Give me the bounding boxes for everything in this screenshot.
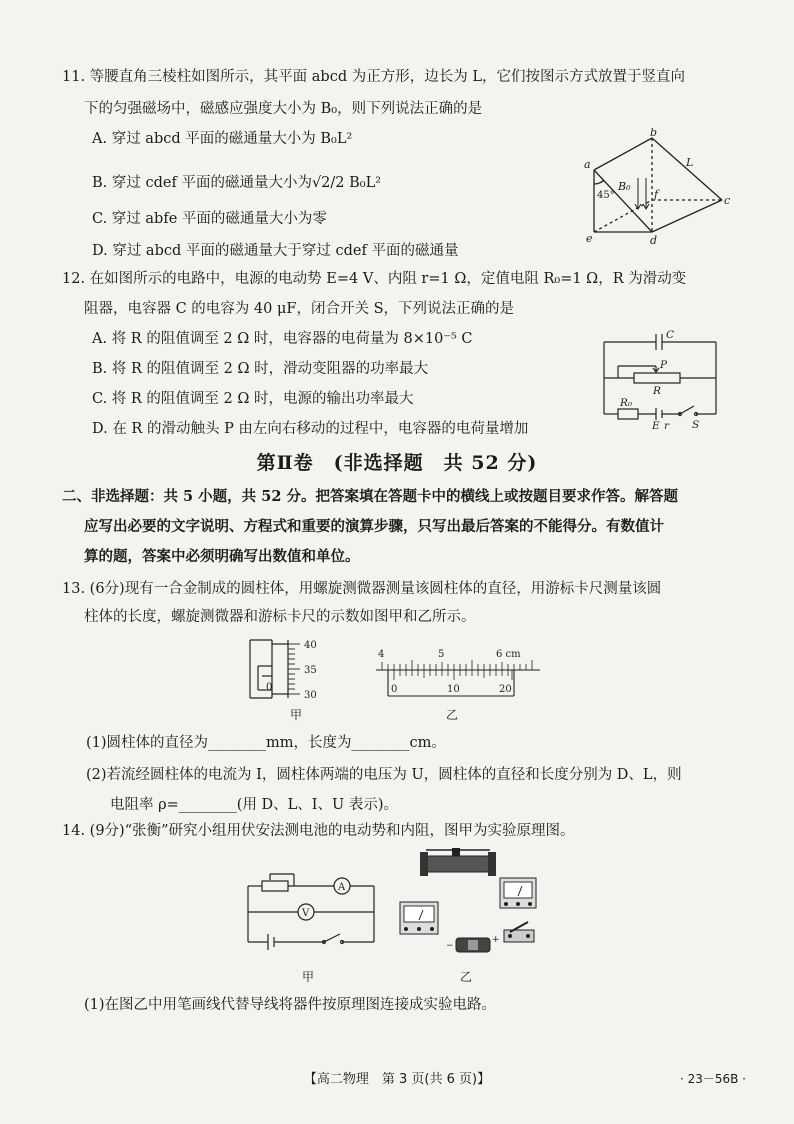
voltmeter-V: V	[302, 908, 310, 919]
mark-5: 5	[438, 649, 445, 660]
main-scale-ticks	[382, 660, 532, 670]
label-L: L	[686, 156, 694, 169]
exam-code: · 23－56B ·	[679, 1072, 746, 1086]
vernier-scale-ticks	[394, 670, 512, 680]
q14-part1: (1)在图乙中用笔画线代替导线将器件按原理图连接成实验电路。	[84, 997, 497, 1013]
voltmeter-device	[500, 878, 536, 908]
q12-option-c: C. 将 R 的阻值调至 2 Ω 时，电源的输出功率最大	[92, 391, 414, 407]
mark-4: 4	[378, 649, 385, 660]
ammeter-A: A	[338, 882, 346, 893]
tick-0: 0	[266, 682, 273, 693]
label-r: r	[664, 420, 670, 430]
rheostat-device	[420, 848, 496, 876]
label-e: e	[586, 232, 593, 245]
caption-yi-14: 乙	[460, 970, 473, 984]
label-d: d	[650, 234, 658, 246]
tick-30: 30	[304, 690, 317, 701]
q11-stem-line2: 下的匀强磁场中，磁感应强度大小为 B₀，则下列说法正确的是	[84, 101, 483, 117]
label-b: b	[650, 128, 658, 139]
q13-part2-line1: (2)若流经圆柱体的电流为 I，圆柱体两端的电压为 U，圆柱体的直径和长度分别为 D、L，则	[86, 767, 682, 783]
page-footer: 【高二物理 第 3 页(共 6 页)】	[303, 1072, 491, 1087]
micrometer-figure	[244, 636, 334, 702]
label-a: a	[584, 158, 591, 171]
caliper-figure	[374, 646, 542, 698]
instructions-line3: 算的题，答案中必须明确写出数值和单位。	[84, 548, 360, 565]
label-E: E	[652, 420, 660, 430]
svg-text:−: −	[446, 941, 454, 951]
apparatus-figure-q14-yi	[396, 848, 546, 960]
caption-jia-13: 甲	[290, 708, 303, 722]
label-C: C	[666, 329, 675, 341]
q13-stem-line1: 13. (6分)现有一合金制成的圆柱体，用螺旋测微器测量该圆柱体的直径，用游标卡尺测量该圆	[62, 581, 662, 597]
q12-option-b: B. 将 R 的阻值调至 2 Ω 时，滑动变阻器的功率最大	[92, 361, 429, 377]
q12-option-a: A. 将 R 的阻值调至 2 Ω 时，电容器的电荷量为 8×10⁻⁵ C	[92, 331, 473, 347]
label-c: c	[724, 194, 731, 207]
vmark-20: 20	[499, 684, 512, 695]
label-f: f	[654, 188, 659, 201]
circuit-figure-q14-jia	[242, 866, 382, 950]
circuit-figure-q12	[598, 328, 724, 430]
label-B0: B₀	[618, 180, 631, 193]
prism-figure	[582, 128, 732, 246]
tick-40: 40	[304, 640, 317, 651]
caption-yi-13: 乙	[446, 708, 459, 722]
q11-option-a: A. 穿过 abcd 平面的磁通量大小为 B₀L²	[92, 131, 353, 147]
q13-stem-line2: 柱体的长度，螺旋测微器和游标卡尺的示数如图甲和乙所示。	[84, 609, 476, 625]
vmark-0: 0	[391, 684, 398, 695]
label-R: R	[653, 385, 661, 397]
svg-text:+: +	[492, 935, 500, 945]
q12-stem-line1: 12. 在如图所示的电路中，电源的电动势 E=4 V、内阻 r=1 Ω，定值电阻 R₀=1 Ω，R 为滑动变	[62, 271, 687, 287]
label-S: S	[692, 419, 700, 430]
tick-35: 35	[304, 665, 317, 676]
instructions-line1: 二、非选择题：共 5 小题，共 52 分。把答案填在答题卡中的横线上或按题目要求作答。解答题	[62, 488, 678, 505]
part2-title: 第Ⅱ卷 (非选择题 共 52 分)	[256, 452, 538, 474]
instructions-line2: 应写出必要的文字说明、方程式和重要的演算步骤，只写出最后答案的不能得分。有数值计	[84, 518, 664, 535]
mark-6cm: 6 cm	[496, 649, 521, 660]
label-P: P	[660, 359, 668, 371]
label-45deg: 45°	[597, 190, 615, 201]
q11-option-c: C. 穿过 abfe 平面的磁通量大小为零	[92, 211, 327, 227]
q11-option-b: B. 穿过 cdef 平面的磁通量大小为√2/2 B₀L²	[92, 175, 382, 191]
switch-device	[504, 922, 534, 942]
ammeter-device	[400, 902, 438, 934]
battery-device	[446, 935, 500, 952]
q11-stem-line1: 11. 等腰直角三棱柱如图所示，其平面 abcd 为正方形，边长为 L，它们按图示方式放置于竖直向	[62, 69, 685, 85]
q13-part1: (1)圆柱体的直径为________mm，长度为________cm。	[86, 735, 446, 751]
q12-stem-line2: 阻器，电容器 C 的电容为 40 μF，闭合开关 S，下列说法正确的是	[84, 301, 515, 317]
vmark-10: 10	[447, 684, 460, 695]
caption-jia-14: 甲	[302, 970, 315, 984]
q13-part2-line2: 电阻率 ρ=________(用 D、L、I、U 表示)。	[110, 797, 399, 813]
label-R0: R₀	[620, 397, 633, 409]
q11-option-d: D. 穿过 abcd 平面的磁通量大于穿过 cdef 平面的磁通量	[92, 243, 459, 259]
q12-option-d: D. 在 R 的滑动触头 P 由左向右移动的过程中，电容器的电荷量增加	[92, 421, 529, 437]
q14-stem: 14. (9分)“张衡”研究小组用伏安法测电池的电动势和内阻，图甲为实验原理图。	[62, 823, 575, 839]
